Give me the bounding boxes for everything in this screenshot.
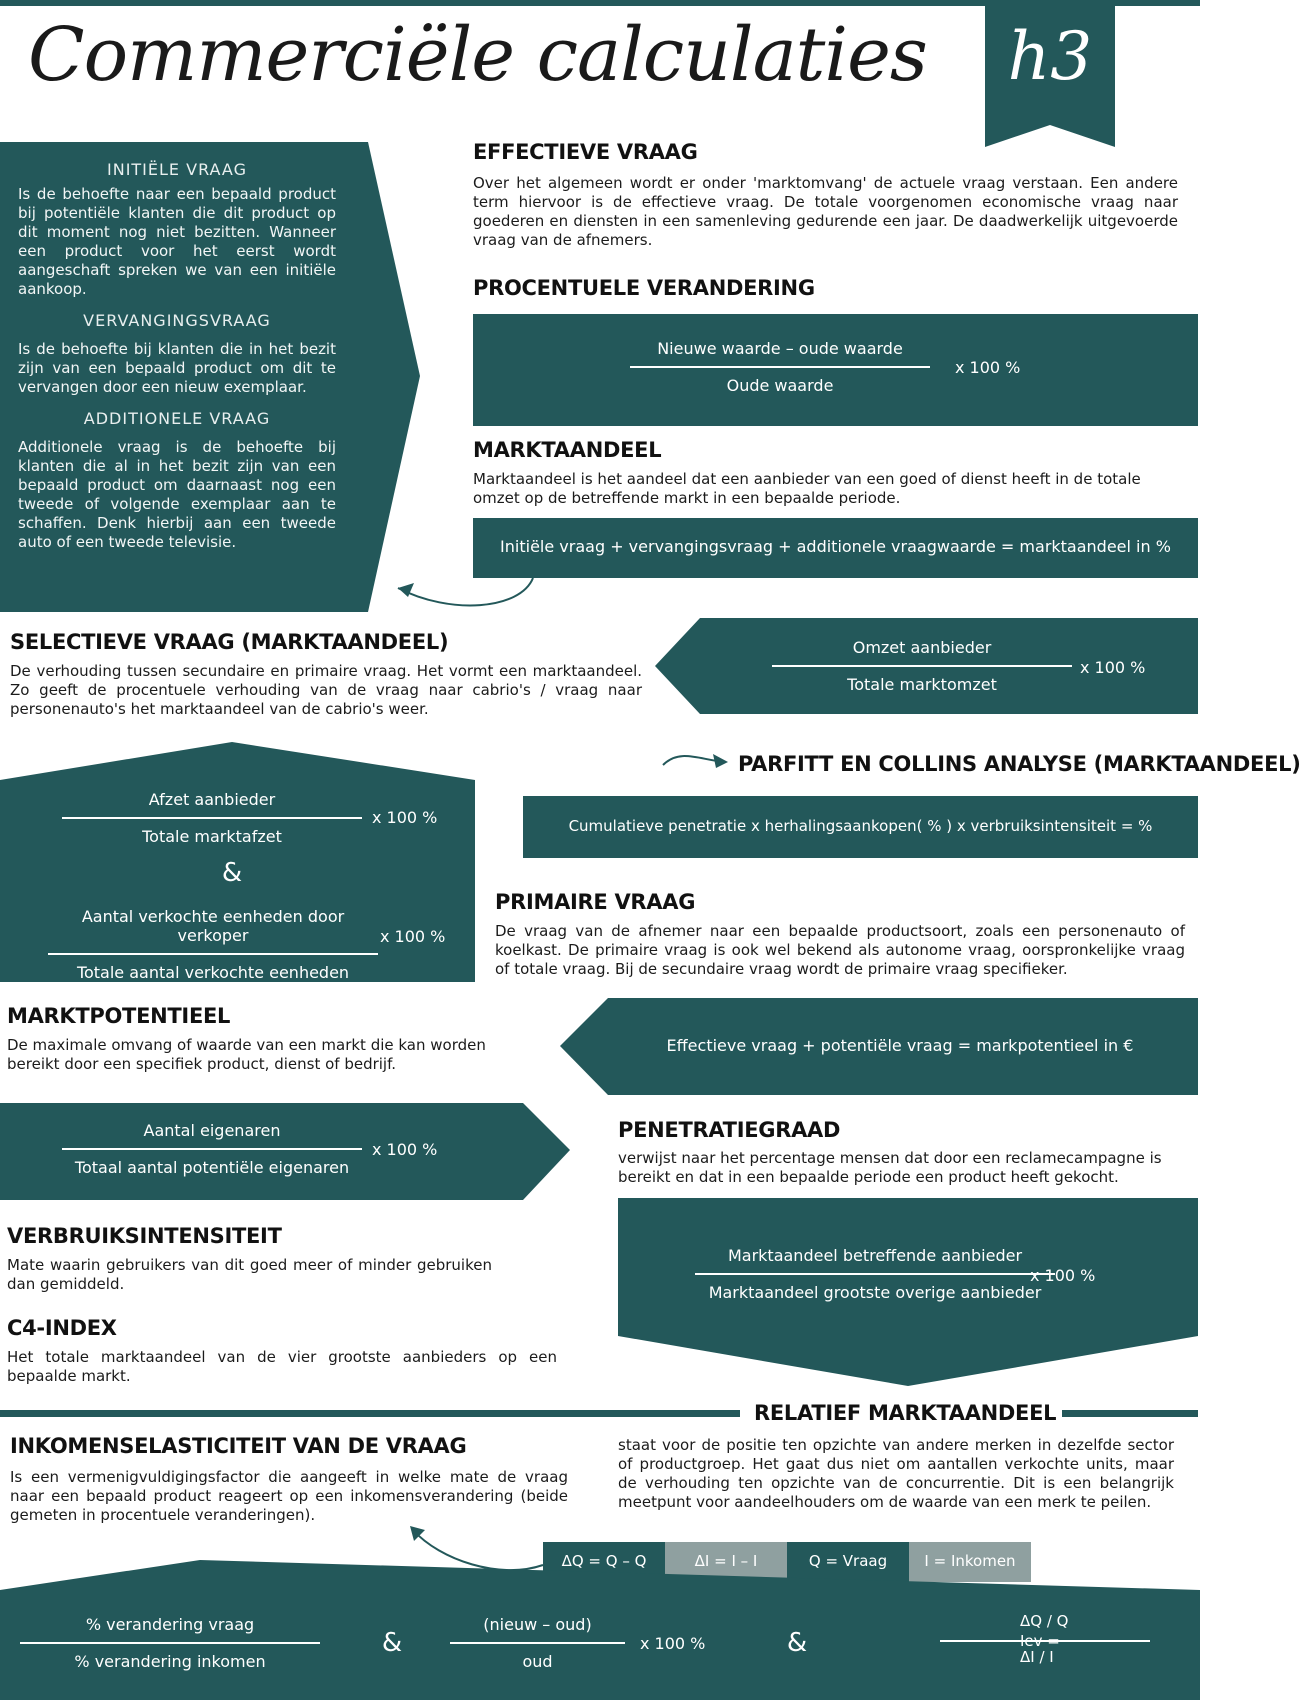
formula-multiplier: x 100 % — [372, 1140, 438, 1159]
c4-text: Het totale marktaandeel van de vier grootste aanbieders op een bepaalde markt. — [7, 1348, 557, 1385]
fraction-bar — [20, 1642, 320, 1644]
fraction-bar — [630, 366, 930, 368]
arrow-marktaandeel — [398, 578, 533, 605]
selectieve-formula — [772, 638, 1072, 694]
formula-multiplier: x 100 % — [1080, 658, 1146, 677]
fraction-bar — [695, 1273, 1055, 1275]
additioneel-title: ADDITIONELE VRAAG — [83, 409, 271, 428]
initiele-text: Is de behoefte naar een bepaald product bij potentiële klanten die dit product op dit moment nog niet bezitten. Wanneer een product voor het eerst wordt aangeschaft spreken we van een initiële aankoop. — [18, 185, 336, 298]
verbruik-title: VERBRUIKSINTENSITEIT — [7, 1224, 282, 1248]
formula-numerator: Afzet aanbieder — [148, 790, 276, 809]
formula-numerator: Marktaandeel betreffende aanbieder — [727, 1246, 1023, 1265]
fraction-bar — [48, 953, 378, 955]
ampersand: & — [786, 1628, 808, 1658]
formula-multiplier: x 100 % — [640, 1634, 706, 1653]
formula-numerator: ΔQ / Q — [1020, 1612, 1069, 1630]
formula-multiplier: x 100 % — [380, 927, 446, 946]
relatief-formula — [695, 1246, 1055, 1302]
formula-numerator: % verandering vraag — [85, 1615, 255, 1634]
ampersand: & — [381, 1628, 403, 1658]
formula-denominator: ΔI / I — [1020, 1647, 1054, 1666]
left-panel — [18, 160, 336, 552]
formula-label: Iev = — [1020, 1632, 1060, 1650]
additioneel-text: Additionele vraag is de behoefte bij klanten die al in het bezit zijn van een bepaald product om daarnaast nog een tweede of volgende exemplaar aan te schaffen. Denk hierbij aan een tweede auto of een tweede televisie. — [18, 438, 336, 551]
formula-numerator: Omzet aanbieder — [852, 638, 992, 657]
effectieve-title: EFFECTIEVE VRAAG — [473, 140, 698, 164]
formula-denominator: Totaal aantal potentiële eigenaren — [74, 1157, 350, 1177]
legend-i-text: I = Inkomen — [924, 1552, 1016, 1570]
marktpotentieel-formula: Effectieve vraag + potentiële vraag = markpotentieel in € — [666, 1036, 1134, 1055]
arrow-inkomens — [413, 1530, 543, 1570]
parfitt-formula: Cumulatieve penetratie x herhalingsaankopen( % ) x verbruiksintensiteit = % — [568, 817, 1153, 835]
selectieve-title: SELECTIEVE VRAAG (MARKTAANDEEL) — [10, 630, 449, 654]
penetratie-text: verwijst naar het percentage mensen dat door een reclamecampagne is bereikt en dat in een bepaalde periode een product heeft gekocht. — [618, 1149, 1162, 1186]
inkomens-text: Is een vermenigvuldigingsfactor die aangeeft in welke mate de vraag naar een bepaald product reageert op een inkomensverandering (beide gemeten in procentuele veranderingen). — [10, 1468, 568, 1524]
marktaandeel-formula: Initiële vraag + vervangingsvraag + additionele vraagwaarde = marktaandeel in % — [500, 537, 1171, 556]
effectieve-text: Over het algemeen wordt er onder 'marktomvang' de actuele vraag verstaan. Een andere term hiervoor is de effectieve vraag. De totale voorgenomen economische vraag naar goederen en diensten in een samenleving gedurende een jaar. De daadwerkelijk uitgevoerde vraag van de afnemers. — [473, 174, 1178, 249]
marktaandeel-text: Marktaandeel is het aandeel dat een aanbieder van een goed of dienst heeft in de totale omzet op de betreffende markt in een bepaalde periode. — [473, 470, 1141, 507]
fraction-bar — [62, 817, 362, 819]
marktaandeel-title: MARKTAANDEEL — [473, 438, 662, 462]
inkomens-title: INKOMENSELASTICITEIT VAN DE VRAAG — [10, 1434, 467, 1458]
formula-numerator: Aantal eigenaren — [143, 1121, 281, 1140]
vervanging-title: VERVANGINGSVRAAG — [83, 311, 271, 330]
penetratie-formula — [62, 1121, 362, 1177]
formula-denominator: Marktaandeel grootste overige aanbieder — [708, 1282, 1042, 1302]
ampersand: & — [221, 858, 243, 888]
formula-denominator: Totale marktomzet — [847, 674, 997, 694]
verbruik-text: Mate waarin gebruikers van dit goed meer of minder gebruiken dan gemiddeld. — [7, 1256, 492, 1293]
vervanging-text: Is de behoefte bij klanten die in het bezit zijn van een bepaald product om dit te vervangen door een nieuw exemplaar. — [18, 340, 336, 396]
formula-multiplier: x 100 % — [955, 358, 1021, 377]
fraction-bar — [450, 1642, 625, 1644]
selectieve-text: De verhouding tussen secundaire en primaire vraag. Het vormt een marktaandeel. Zo geeft de procentuele verhouding van de vraag naar cabrio's / vraag naar personenauto's het marktaandeel van de cabrio's weer. — [10, 662, 642, 718]
formula-numerator: (nieuw – oud) — [483, 1615, 592, 1634]
primaire-text: De vraag van de afnemer naar een bepaalde productsoort, zoals een personenauto of koelkast. De primaire vraag is ook wel bekend als autonome vraag, oorspronkelijke vraag of totale vraag. Bij de secundaire vraag wordt de primaire vraag specifieker. — [495, 922, 1185, 978]
relatief-text: staat voor de positie ten opzichte van andere merken in dezelfde sector of productgroep. Het gaat dus niet om aantallen verkochte units, maar de verhouding ten opzichte van de concurrentie. Dit is een belangrijk meetpunt voor aandeelhouders om de waarde van een merk te peilen. — [618, 1436, 1174, 1511]
marktpotentieel-text: De maximale omvang of waarde van een markt die kan worden bereikt door een specifiek product, dienst of bedrijf. — [7, 1036, 486, 1073]
procentuele-formula — [630, 339, 930, 395]
formula-numerator: Nieuwe waarde – oude waarde — [657, 339, 903, 358]
legend-di-text: ΔI = I – I — [694, 1552, 758, 1570]
formula-denominator: % verandering inkomen — [74, 1651, 266, 1671]
primaire-title: PRIMAIRE VRAAG — [495, 890, 696, 914]
fraction-bar — [62, 1148, 362, 1150]
bottom-formula-2 — [450, 1615, 625, 1671]
bottom-formula-3 — [940, 1612, 1150, 1666]
afzet-formula-2 — [48, 907, 378, 982]
legend-q-text: Q = Vraag — [808, 1552, 888, 1570]
marktpotentieel-title: MARKTPOTENTIEEL — [7, 1004, 231, 1028]
relatief-title: RELATIEF MARKTAANDEEL — [748, 1401, 1062, 1425]
formula-denominator: Totale marktafzet — [142, 826, 282, 846]
bottom-formula-1 — [20, 1615, 320, 1671]
formula-denominator: Oude waarde — [726, 375, 834, 395]
fraction-bar — [772, 665, 1072, 667]
c4-title: C4-INDEX — [7, 1316, 117, 1340]
initiele-title: INITIËLE VRAAG — [107, 160, 247, 179]
afzet-formula-1 — [62, 790, 362, 846]
formula-multiplier: x 100 % — [1030, 1266, 1096, 1285]
procentuele-title: PROCENTUELE VERANDERING — [473, 276, 815, 300]
legend-dq-text: ΔQ = Q – Q — [561, 1552, 647, 1570]
formula-numerator: Aantal verkochte eenheden door verkoper — [81, 907, 345, 945]
formula-multiplier: x 100 % — [372, 808, 438, 827]
formula-denominator: oud — [522, 1651, 553, 1671]
chapter-label: h3 — [1007, 18, 1093, 95]
parfitt-title: PARFITT EN COLLINS ANALYSE (MARKTAANDEEL) — [738, 752, 1301, 776]
divider-left — [0, 1410, 740, 1417]
formula-denominator: Totale aantal verkochte eenheden — [76, 962, 350, 982]
penetratie-title: PENETRATIEGRAAD — [618, 1118, 841, 1142]
page-title: Commerciële calculaties — [28, 12, 927, 98]
